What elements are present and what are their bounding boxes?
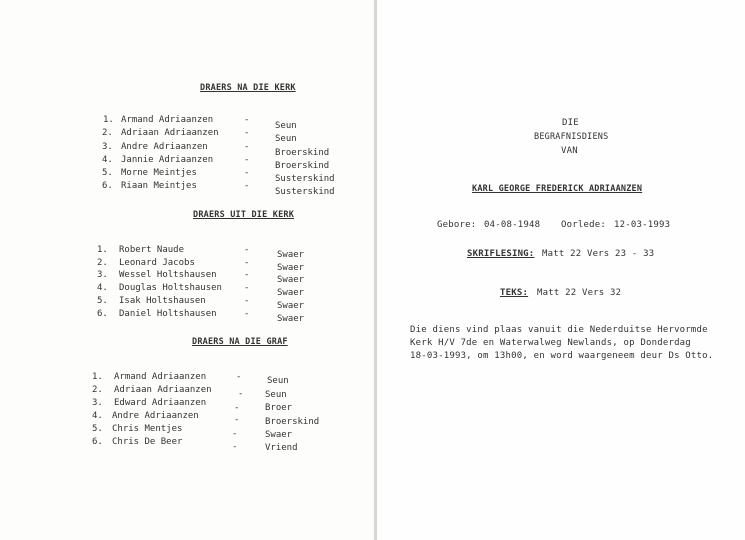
- item-name: Armand Adriaanzen: [121, 115, 214, 125]
- item-number: 6.: [97, 309, 108, 319]
- list-item: [0, 385, 374, 398]
- service-line: Die diens vind plaas vanuit die Nederduitse Hervormde: [410, 325, 708, 335]
- item-number: 4.: [102, 155, 113, 165]
- item-name: Jannie Adriaanzen: [121, 155, 214, 165]
- item-dash: -: [244, 296, 250, 306]
- list-item: [0, 296, 374, 309]
- item-relation: Swaer: [277, 301, 305, 311]
- item-dash: -: [244, 155, 250, 165]
- item-number: 6.: [102, 181, 113, 191]
- list-item: [0, 424, 374, 440]
- item-dash: -: [244, 258, 250, 268]
- item-number: 3.: [92, 398, 103, 408]
- item-name: Morne Meintjes: [121, 168, 197, 178]
- item-number: 4.: [92, 411, 103, 421]
- item-number: 5.: [97, 296, 108, 306]
- died-date: 12-03-1993: [614, 220, 671, 230]
- item-name: Andre Adriaanzen: [112, 411, 199, 421]
- item-relation: Broerskind: [265, 417, 320, 427]
- item-name: Edward Adriaanzen: [114, 398, 207, 408]
- item-number: 5.: [102, 168, 113, 178]
- section-heading: DRAERS NA DIE KERK: [200, 83, 296, 93]
- item-number: 4.: [97, 283, 108, 293]
- item-dash: -: [244, 142, 250, 152]
- item-relation: Broerskind: [275, 148, 330, 158]
- item-number: 3.: [97, 270, 108, 280]
- born-label: Gebore:: [437, 220, 477, 230]
- item-relation: Broer: [265, 403, 293, 413]
- item-name: Douglas Holtshausen: [119, 283, 222, 293]
- item-name: Robert Naude: [119, 245, 185, 255]
- item-name: Chris Mentjes: [112, 424, 183, 434]
- item-dash: -: [244, 245, 250, 255]
- item-name: Leonard Jacobs: [119, 258, 195, 268]
- item-number: 2.: [92, 385, 103, 395]
- item-dash: -: [234, 403, 240, 413]
- item-dash: -: [234, 415, 240, 425]
- item-dash: -: [232, 442, 238, 452]
- item-relation: Seun: [275, 121, 297, 131]
- text-value: Matt 22 Vers 32: [537, 288, 622, 298]
- item-relation: Broerskind: [275, 161, 330, 171]
- item-number: 2.: [102, 128, 113, 138]
- item-number: 1.: [92, 372, 103, 382]
- item-dash: -: [244, 309, 250, 319]
- item-dash: -: [244, 168, 250, 178]
- item-name: Chris De Beer: [112, 437, 183, 447]
- item-relation: Seun: [267, 376, 289, 386]
- service-line: 18-03-1993, om 13h00, en word waargeneem deur Ds Otto.: [410, 351, 714, 361]
- died-label: Oorlede:: [561, 220, 606, 230]
- item-relation: Seun: [265, 390, 287, 400]
- item-number: 1.: [97, 245, 108, 255]
- item-relation: Swaer: [277, 250, 305, 260]
- item-relation: Susterskind: [275, 187, 335, 197]
- right-page: [377, 0, 745, 540]
- item-name: Daniel Holtshausen: [119, 309, 217, 319]
- section-heading: DRAERS NA DIE GRAF: [192, 337, 288, 347]
- item-dash: -: [244, 128, 250, 138]
- item-name: Riaan Meintjes: [121, 181, 197, 191]
- item-number: 2.: [97, 258, 108, 268]
- item-name: Isak Holtshausen: [119, 296, 206, 306]
- list-item: [0, 270, 374, 283]
- item-number: 6.: [92, 437, 103, 447]
- title-line: VAN: [561, 146, 578, 156]
- section-heading: DRAERS UIT DIE KERK: [193, 210, 295, 220]
- item-name: Andre Adriaanzen: [121, 142, 208, 152]
- item-number: 1.: [103, 115, 114, 125]
- list-item: [0, 245, 374, 258]
- item-name: Adriaan Adriaanzen: [121, 128, 219, 138]
- item-dash: -: [244, 115, 250, 125]
- deceased-name: KARL GEORGE FREDERICK ADRIAANZEN: [472, 184, 643, 194]
- item-relation: Swaer: [265, 430, 293, 440]
- service-line: Kerk H/V 7de en Waterwalweg Newlands, op Donderdag: [410, 338, 691, 348]
- item-dash: -: [244, 283, 250, 293]
- item-relation: Susterskind: [275, 174, 335, 184]
- item-dash: -: [238, 389, 244, 399]
- reading-value: Matt 22 Vers 23 - 33: [542, 249, 655, 259]
- item-relation: Swaer: [277, 275, 305, 285]
- title-line: DIE: [562, 118, 579, 128]
- item-relation: Swaer: [277, 288, 305, 298]
- item-name: Adriaan Adriaanzen: [114, 385, 212, 395]
- list-item: [0, 168, 374, 184]
- reading-label: SKRIFLESING:: [467, 249, 535, 259]
- item-relation: Swaer: [277, 263, 305, 273]
- list-item: [0, 115, 374, 131]
- list-item: [0, 128, 374, 144]
- list-item: [0, 411, 374, 427]
- text-label: TEKS:: [500, 288, 529, 298]
- list-item: [0, 437, 374, 453]
- list-item: [0, 283, 374, 296]
- item-dash: -: [236, 372, 242, 382]
- item-number: 5.: [92, 424, 103, 434]
- list-item: [0, 309, 374, 322]
- item-dash: -: [232, 429, 238, 439]
- list-item: [0, 398, 374, 411]
- item-relation: Vriend: [265, 443, 298, 453]
- item-number: 3.: [102, 142, 113, 152]
- item-name: Armand Adriaanzen: [114, 372, 207, 382]
- list-item: [0, 155, 374, 171]
- item-relation: Swaer: [277, 314, 305, 324]
- list-item: [0, 372, 374, 385]
- item-dash: -: [244, 181, 250, 191]
- list-item: [0, 142, 374, 158]
- item-name: Wessel Holtshausen: [119, 270, 217, 280]
- list-item: [0, 181, 374, 197]
- item-dash: -: [244, 270, 250, 280]
- born-date: 04-08-1948: [484, 220, 541, 230]
- title-line: BEGRAFNISDIENS: [534, 132, 609, 142]
- item-relation: Seun: [275, 134, 297, 144]
